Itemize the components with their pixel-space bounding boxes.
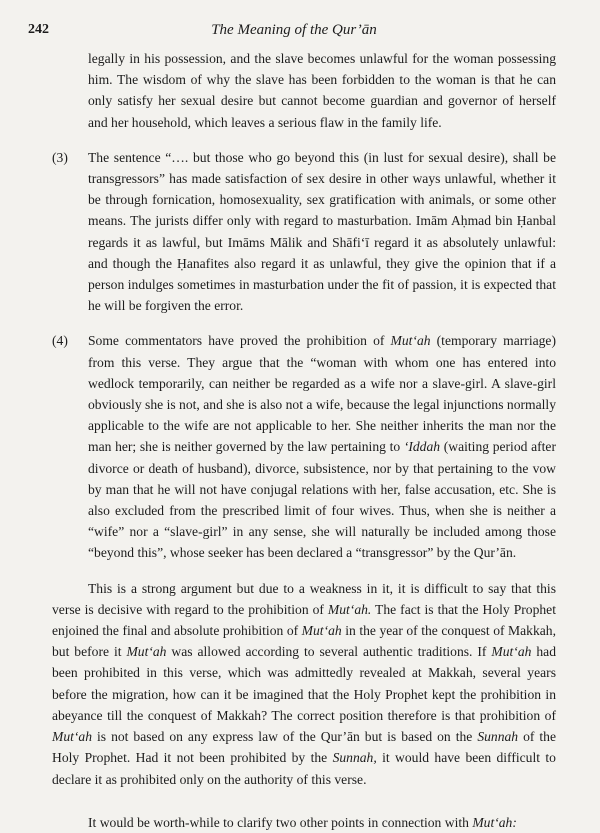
note-marker: (4) bbox=[52, 333, 68, 349]
page-number: 242 bbox=[28, 22, 49, 37]
note-3 bbox=[52, 147, 556, 317]
note-text: Some commentators have proved the prohibition of Mut‘ah (temporary marriage) from this verse. They argue that the “woman with whom one has entered into wedlock temporarily, can neither be regarded as a wife nor a slave-girl. A slave-girl obviously she is not, and she is also not a wife, because the legal injunctions normally applicable to the wife are not applicable to her. She neither inherits the man nor the man her; she is neither governed by the law pertaining to ‘Iddah (waiting period after divorce or death of husband), divorce, subsistence, nor by that pertaining to the vow by man that he will not have conjugal relations with her, false accusation, etc. She is also excluded from the prescribed limit of four wives. Thus, when she is neither a “wife” nor a “slave-girl” in any sense, she will naturally be included among those “beyond this”, whose seeker has been declared a “transgressor” by the Qur’ān. bbox=[88, 333, 556, 561]
page-body bbox=[52, 48, 556, 833]
continued-paragraph: legally in his possession, and the slave becomes unlawful for the woman possessing him. The wisdom of why the slave has been forbidden to the woman is that he can only satisfy her sexual desire but cannot become guardian and governor of herself and her household, which leaves a serious flaw in the family life. bbox=[88, 51, 556, 130]
note-marker: (3) bbox=[52, 149, 68, 165]
page-header bbox=[28, 22, 560, 44]
running-title: The Meaning of the Qur’ān bbox=[211, 22, 377, 38]
closing-paragraph: It would be worth-while to clarify two other points in connection with Mut‘ah: bbox=[88, 814, 517, 830]
note-4 bbox=[52, 330, 556, 563]
note-text: The sentence “…. but those who go beyond this (in lust for sexual desire), shall be transgressors” has made satisfaction of sex desire in other ways unlawful, whether it be through fornication, homosexuality, sex gratification with animals, or some other means. The jurists differ only with regard to masturbation. Imām Aḥmad bin Ḥanbal regards it as lawful, but Imāms Mālik and Shāfi‘ī regard it as absolutely unlawful: and though the Ḥanafites also regard it as unlawful, they give the opinion that if a person indulges sometimes in masturbation under the fit of passion, it is expected that he will be forgiven the error. bbox=[88, 149, 556, 314]
body-paragraph: This is a strong argument but due to a weakness in it, it is difficult to say that this verse is decisive with regard to the prohibition of Mut‘ah. The fact is that the Holy Prophet enjoined the final and absolute prohibition of Mut‘ah in the year of the conquest of Makkah, but before it Mut‘ah was allowed according to several authentic traditions. If Mut‘ah had been prohibited in this verse, which was admittedly revealed at Makkah, several years before the migration, how can it be imagined that the Holy Prophet kept the prohibition in abeyance till the conquest of Makkah? The correct position therefore is that prohibition of Mut‘ah is not based on any express law of the Qur’ān but is based on the Sunnah of the Holy Prophet. Had it not been prohibited by the Sunnah, it would have been difficult to declare it as prohibited only on the authority of this verse. bbox=[52, 580, 556, 787]
